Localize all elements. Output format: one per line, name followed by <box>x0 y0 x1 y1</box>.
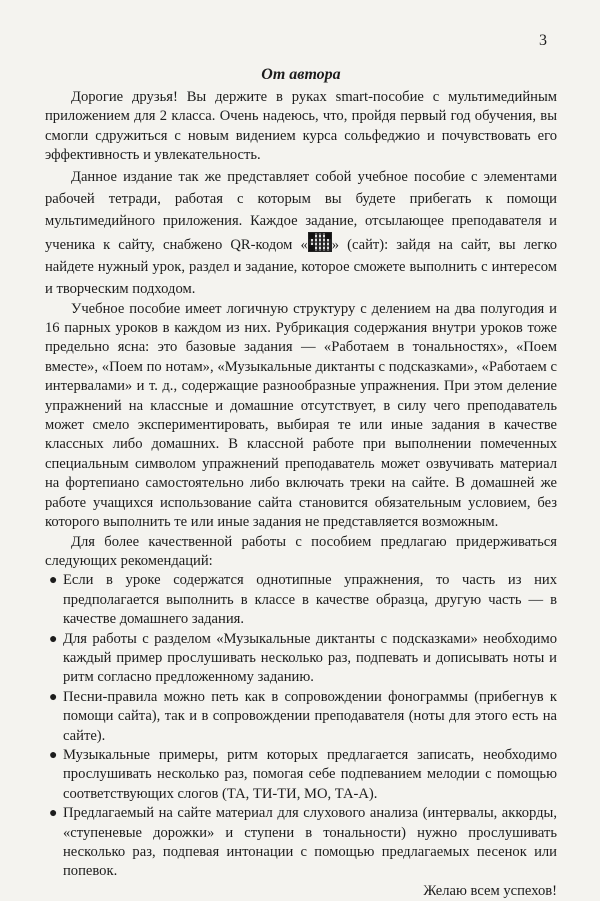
closing-line: Желаю всем успехов! <box>423 882 557 899</box>
paragraph-recommendations-intro: Для более качественной работы с пособием предлагаю придерживаться следующих рекомендаций: <box>45 533 557 569</box>
page-number: 3 <box>539 32 547 49</box>
list-item: ● Предлагаемый на сайте материал для слухового анализа (интервалы, аккорды, «ступеневые дорожки» и ступени в тональности) нужно прослушивать несколько раз, подпевая интонации с помощью предлагаемых песенок или попевок. <box>49 805 557 880</box>
bullet-icon: ● <box>49 747 58 763</box>
paragraph-qr <box>45 166 557 300</box>
paragraph-qr-text-before: Данное издание так же представляет собой учебное пособие с элементами рабочей тетради, работая с которым вы будете прибегать к помощи мультимедийного приложения. Каждое задание, отсылающее преподавателя и ученика к сайту, снабжено QR-кодом « <box>45 168 557 253</box>
paragraph-qr-text-after: » (сайт): зайдя на сайт, вы легко найдете нужный урок, раздел и задание, которое сможете выполнить с интересом и творческим подходом. <box>45 236 557 297</box>
recommendations-list <box>45 571 557 882</box>
paragraph-structure: Учебное пособие имеет логичную структуру с делением на два полугодия и 16 парных уроков в каждом из них. Рубрикация содержания внутри уроков тоже предельно ясна: это базовые задания — «Работаем в тональностях», «Поем вместе», «Поем по нотам», «Музыкальные диктанты с подсказками», «Работаем с интервалами» и т. д., содержащие разнообразные упражнения. При этом деление упражнений на классные и домашние отсутствует, в силу чего преподаватель может смело экспериментировать, выбирая те или иные задания в качестве классных либо домашних. В классной работе при выполнении помеченных специальным символом упражнений преподаватель может озвучивать материал на фортепиано самостоятельно либо включать треки на сайте. В домашней же работе учащихся использование сайта становится обязательным условием, без которого выполнить те или иные задания не представляется возможным. <box>45 300 557 531</box>
section-title: От автора <box>261 66 341 83</box>
qr-code-icon <box>308 232 332 252</box>
bullet-icon: ● <box>49 631 58 647</box>
list-item: ● Для работы с разделом «Музыкальные диктанты с подсказками» необходимо каждый пример прослушивать несколько раз, подпевать и дописывать ноты и ритм согласно предложенному заданию. <box>49 630 557 686</box>
bullet-icon: ● <box>49 806 58 822</box>
bullet-icon: ● <box>49 573 58 589</box>
body-text <box>45 88 557 901</box>
paragraph-intro: Дорогие друзья! Вы держите в руках smart-пособие с мультимедийным приложением для 2 класса. Очень надеюсь, что, пройдя первый год обучения, вы смогли сдружиться с новым видением курса сольфеджио и почувствовать его эффективность и увлекательность. <box>45 89 557 164</box>
list-item: ● Песни-правила можно петь как в сопровождении фонограммы (прибегнув к помощи сайта), так и в сопровождении преподавателя (ноты для этого есть на сайте). <box>49 688 557 744</box>
bullet-icon: ● <box>49 689 58 705</box>
list-item: ● Если в уроке содержатся однотипные упражнения, то часть из них предполагается выполнить в классе в качестве образца, другую часть — в качестве домашнего задания. <box>49 572 557 628</box>
list-item: ● Музыкальные примеры, ритм которых предлагается записать, необходимо прослушивать несколько раз, помогая себе подпеванием мелодии с помощью соответствующих слогов (ТА, ТИ-ТИ, МО, ТА-А). <box>49 746 557 802</box>
